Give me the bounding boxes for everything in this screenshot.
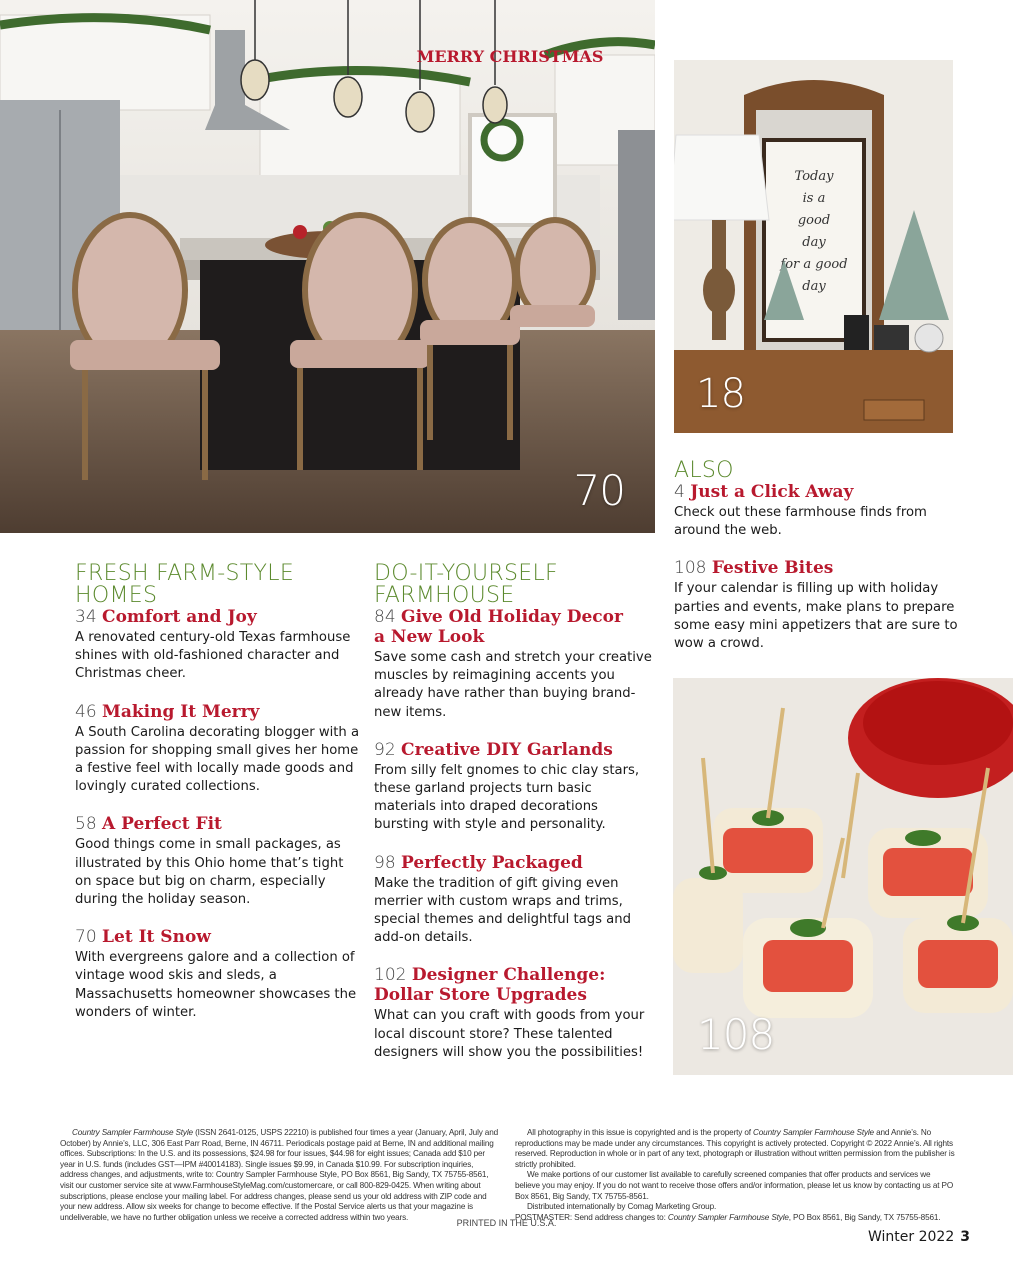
story-46[interactable] xyxy=(75,702,360,797)
story-title[interactable]: Give Old Holiday Decor xyxy=(401,607,623,627)
postmaster-text-a: POSTMASTER: Send address changes to: xyxy=(515,1212,668,1222)
story-description: With evergreens galore and a collection of vintage wood skis and sleds, a Massachusetts homeowner showcases the wonders of winter. xyxy=(75,950,357,1020)
story-92[interactable] xyxy=(374,740,654,835)
story-title[interactable]: Creative DIY Garlands xyxy=(401,739,613,760)
story-page-number: 108 xyxy=(674,558,707,579)
story-title-line2[interactable]: Dollar Store Upgrades xyxy=(374,985,587,1006)
story-description: A South Carolina decorating blogger with a passion for shopping small gives her home a festive feel with locally made goods and lovingly curated collections. xyxy=(75,724,360,795)
story-4[interactable] xyxy=(674,482,964,540)
postmaster-text-c: , PO Box 8561, Big Sandy, TX 75755-8561. xyxy=(788,1212,941,1222)
story-description: Save some cash and stretch your creative muscles by reimagining accents you already have rather than buying brand-new items. xyxy=(374,650,652,720)
story-84[interactable] xyxy=(374,607,654,722)
story-98[interactable] xyxy=(374,853,654,948)
homes-heading-line2: HOMES xyxy=(75,583,158,608)
story-title[interactable]: Perfectly Packaged xyxy=(401,852,583,873)
vignette-page-number: 18 xyxy=(696,371,745,417)
legal-notice-right xyxy=(515,1128,955,1223)
story-title[interactable]: Designer Challenge: xyxy=(411,965,606,986)
legal-notice-left xyxy=(60,1128,500,1223)
vignette-photo xyxy=(674,60,953,433)
story-description: If your calendar is filling up with holiday parties and events, make plans to prepare some easy mini appetizers that are sure to wow a crowd. xyxy=(674,581,958,652)
story-title[interactable]: Just a Click Away xyxy=(690,482,854,502)
story-description: From silly felt gnomes to chic clay stars, these garland projects turn basic materials into draped decorations bursting with style and personality. xyxy=(374,762,640,833)
publishing-info: (ISSN 2641-0125, USPS 22210) is published four times a year (January, April, July and October) by Annie’s, LLC, 306 East Parr Road, Berne, IN 46711. Periodicals postage paid at Berne, IN and additional mailing offices. Subscriptions: In the U.S. and its possessions, $24.98 for four issues, $44.98 for eight issues; Canada add $10 per year in U.S. funds (includes GST—IPM #40014183). Single issues $9.99, in Canada $10.99. For subscription inquiries, address changes, and adjustments, write to: Country Sampler Farmhouse Style, PO Box 8561, Big Sandy, TX 75755-8561, visit our customer service site at www.FarmhouseStyleMag.com/customercare, or call 800-829-0425. When writing about subscriptions, please enclose your mailing label. For address changes, please send us your old address with ZIP code and your new address. Allow six weeks for change to become effective. If the Postal Service alerts us that your magazine is undeliverable, we have no further obligation unless we receive a corrected address within two years. xyxy=(60,1128,499,1222)
magazine-name: Country Sampler Farmhouse Style xyxy=(667,1212,789,1222)
story-page-number: 84 xyxy=(374,607,396,627)
also-heading: ALSO xyxy=(674,458,734,483)
story-description: What can you craft with goods from your local discount store? These talented designers will show you the possibilities! xyxy=(374,1008,645,1060)
kitchen-illustration xyxy=(0,0,655,533)
appetizer-photo xyxy=(673,678,1013,1075)
distribution-notice: Distributed internationally by Comag Marketing Group. xyxy=(527,1202,717,1212)
story-description: Good things come in small packages, as illustrated by this Ohio home that’s tight on space but big on charm, especially during the holiday season. xyxy=(75,837,344,908)
homes-heading xyxy=(75,563,360,607)
story-description: A renovated century-old Texas farmhouse shines with old-fashioned character and Christmas cheer. xyxy=(75,630,351,682)
copyright-text-c: and Annie’s. No reproductions may be made under any circumstances. This copyright is actively protected. Copyright © 2022 Annie’s. All rights reserved. Reproduction in whole or in part of any text, photograph or illustration without written permission from the publisher is strictly prohibited. xyxy=(515,1128,955,1169)
story-70[interactable] xyxy=(75,927,360,1022)
story-102[interactable] xyxy=(374,965,654,1062)
story-34[interactable] xyxy=(75,607,360,684)
story-58[interactable] xyxy=(75,814,360,909)
printed-in-usa: PRINTED IN THE U.S.A. xyxy=(456,1218,557,1228)
vignette-sign: Today is a good day for a good day xyxy=(780,169,848,294)
customer-list-notice: We make portions of our customer list available to carefully screened companies that offer products and services we believe you may enjoy. If you do not want to receive those offers and/or information, please let us know by contacting us at PO Box 8561, Big Sandy, TX 75755-8561. xyxy=(515,1170,954,1201)
story-page-number: 98 xyxy=(374,852,396,873)
also-section xyxy=(674,460,964,671)
story-page-number: 4 xyxy=(674,482,685,502)
copyright-text-a: All photography in this issue is copyrighted and is the property of xyxy=(527,1128,754,1137)
story-page-number: 46 xyxy=(75,701,97,722)
story-title[interactable]: A Perfect Fit xyxy=(102,814,222,835)
kitchen-page-number: 70 xyxy=(573,466,625,515)
story-title[interactable]: Making It Merry xyxy=(102,701,260,722)
story-description: Check out these farmhouse finds from around the web. xyxy=(674,505,927,539)
story-description: Make the tradition of gift giving even merrier with custom wraps and trims, special themes and delightful tags and add-on details. xyxy=(374,875,631,946)
diy-heading-line2: FARMHOUSE xyxy=(374,583,515,608)
story-title[interactable]: Let It Snow xyxy=(102,927,211,948)
story-page-number: 92 xyxy=(374,739,396,760)
diy-heading xyxy=(374,563,654,607)
story-title[interactable]: Comfort and Joy xyxy=(102,607,257,627)
homes-section xyxy=(75,563,360,1040)
issue-label: Winter 2022 xyxy=(868,1229,955,1245)
page-number: 3 xyxy=(960,1229,970,1245)
magazine-name: Country Sampler Farmhouse Style xyxy=(753,1128,874,1137)
story-108[interactable] xyxy=(674,558,964,653)
appetizer-page-number: 108 xyxy=(697,1010,775,1059)
story-title-line2[interactable]: a New Look xyxy=(374,627,485,647)
story-page-number: 34 xyxy=(75,607,97,627)
diy-section xyxy=(374,563,654,1080)
story-title[interactable]: Festive Bites xyxy=(711,558,834,579)
story-page-number: 70 xyxy=(75,927,97,948)
merry-christmas-sign: MERRY CHRISTMAS xyxy=(416,47,604,66)
diy-heading-line1: DO-IT-YOURSELF xyxy=(374,561,558,586)
page-folio xyxy=(868,1229,970,1245)
story-page-number: 58 xyxy=(75,814,97,835)
kitchen-photo xyxy=(0,0,655,533)
homes-heading-line1: FRESH FARM-STYLE xyxy=(75,561,295,586)
magazine-name: Country Sampler Farmhouse Style xyxy=(72,1128,193,1137)
story-page-number: 102 xyxy=(374,965,407,986)
